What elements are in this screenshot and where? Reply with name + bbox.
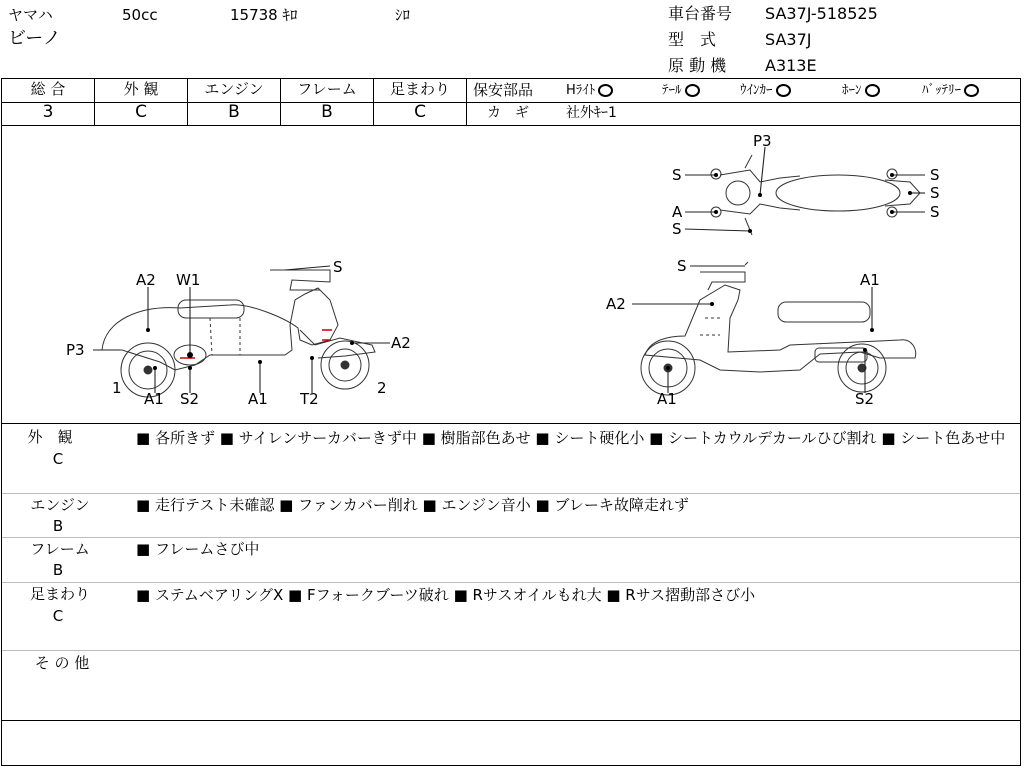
scooter-left-view <box>102 270 375 397</box>
engine-value: A313E <box>765 56 817 75</box>
dmg-label: S <box>677 257 687 275</box>
scooter-top-view <box>711 155 920 235</box>
note-category-other: そ の 他 <box>34 654 90 672</box>
grade-value-total: 3 <box>42 102 54 122</box>
frame-no: SA37J-518525 <box>765 4 878 23</box>
type-value: SA37J <box>765 30 812 49</box>
ok-circle-icon <box>598 84 613 97</box>
note-grade-suspension: C <box>52 607 64 625</box>
displacement: 50cc <box>122 6 158 24</box>
note-category-suspension: 足まわり <box>29 585 91 603</box>
safety-item-winker: ｳｲﾝｶｰ <box>740 84 791 97</box>
dmg-label: W1 <box>176 271 201 289</box>
dmg-label: A2 <box>606 295 626 313</box>
note-text-engine: ■ 走行テスト未確認 ■ ファンカバー削れ ■ エンジン音小 ■ ブレーキ故障走れず <box>136 496 689 514</box>
dmg-label: S <box>672 166 682 184</box>
dmg-label: 2 <box>377 379 387 397</box>
dmg-label: 1 <box>112 379 122 397</box>
diagram-bottom-line <box>2 423 1020 424</box>
note-text-exterior: ■ 各所きず ■ サイレンサーカバーきず中 ■ 樹脂部色あせ ■ シート硬化小 ■ シートカウルデカールひび割れ ■ シート色あせ中 <box>136 429 1006 447</box>
frame-no-label: 車台番号 <box>668 4 733 23</box>
ok-circle-icon <box>776 84 791 97</box>
note-category-exterior: 外 観 <box>27 428 73 446</box>
grade-label-total: 総 合 <box>30 80 66 98</box>
dmg-label: S <box>333 258 343 276</box>
grade-label-frame: フレーム <box>297 80 357 98</box>
note-category-frame: フレーム <box>30 540 90 558</box>
safety-item-tail: ﾃｰﾙ <box>662 84 700 97</box>
mileage: 15738 ｷﾛ <box>230 6 298 24</box>
scooter-damage-diagram <box>0 126 1024 422</box>
dmg-label: S <box>930 166 940 184</box>
grade-label-exterior: 外 観 <box>123 80 159 98</box>
dmg-label: A2 <box>391 334 411 352</box>
note-text-frame: ■ フレームさび中 <box>136 540 260 558</box>
grade-label-engine: エンジン <box>204 80 264 98</box>
dmg-label: P3 <box>753 132 772 150</box>
grade-value-engine: B <box>228 102 240 122</box>
dmg-label: S <box>930 203 940 221</box>
ok-circle-icon <box>964 84 979 97</box>
safety-item-battery: ﾊﾞｯﾃﾘｰ <box>922 84 979 97</box>
note-grade-frame: B <box>52 561 64 579</box>
safety-label: 保安部品 <box>473 81 534 99</box>
note-grade-engine: B <box>52 517 64 535</box>
note-grade-exterior: C <box>52 450 64 468</box>
safety-item-headlight: Hﾗｲﾄ <box>566 84 613 97</box>
note-text-suspension: ■ ステムベアリングX ■ Fフォークブーツ破れ ■ Rサスオイルもれ大 ■ Rサス摺動部さび小 <box>136 586 756 604</box>
type-label: 型 式 <box>668 30 717 49</box>
note-category-engine: エンジン <box>30 496 90 514</box>
dmg-label: A1 <box>144 390 164 408</box>
grade-value-frame: B <box>321 102 333 122</box>
dmg-label: S <box>672 220 682 238</box>
grade-value-exterior: C <box>135 102 147 122</box>
ok-circle-icon <box>865 84 880 97</box>
maker: ヤマハ <box>8 6 53 24</box>
dmg-label: S2 <box>180 390 200 408</box>
safety-item-horn: ﾎｰﾝ <box>842 84 880 97</box>
dmg-label: A2 <box>136 271 156 289</box>
key-label: カ ギ <box>487 105 529 121</box>
dmg-label: P3 <box>66 341 85 359</box>
body-color: ｼﾛ <box>395 6 411 24</box>
engine-label: 原 動 機 <box>668 56 727 75</box>
key-value: 社外ｷｰ1 <box>566 105 617 121</box>
dmg-label: A1 <box>657 390 677 408</box>
model-name: ビーノ <box>8 28 61 49</box>
dmg-label: A <box>672 203 683 221</box>
dmg-label: S2 <box>855 390 875 408</box>
grade-value-suspension: C <box>414 102 426 122</box>
dmg-label: S <box>930 184 940 202</box>
dmg-label: A1 <box>248 390 268 408</box>
dmg-label: T2 <box>300 390 319 408</box>
dmg-label: A1 <box>860 271 880 289</box>
ok-circle-icon <box>685 84 700 97</box>
grade-label-suspension: 足まわり <box>389 80 451 98</box>
